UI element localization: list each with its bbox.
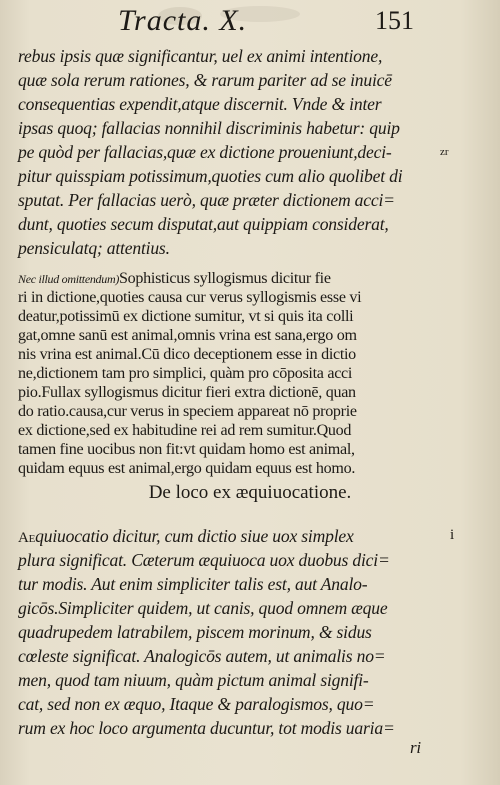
text-line: pitur quisspiam potissimum,quoties cum alio quolibet di [18,166,403,186]
text-line-first [18,526,354,547]
lead-in: Nec illud omittendum) [18,272,120,286]
text-line: gat,omne sanū est animal,omnis vrina est sana,ergo om [18,327,357,344]
text-line: quidam equus est animal,ergo quidam equus est homo. [18,460,356,477]
text-line: dunt, quoties secum disputat,aut quippiam considerat, [18,214,389,234]
text-line: gicōs.Simpliciter quidem, ut canis, quod omnem æque [18,598,388,618]
text-line: pe quòd per fallacias,quæ ex dictione proueniunt,deci- [18,142,392,162]
text-line: tamen fine uocibus non fit:vt quidam homo est animal, [18,441,355,458]
text-line: ex dictione,sed ex habitudine rei ad rem sumitur.Quod [18,422,352,439]
text-line: men, quod tam niuum, quàm pictum animal signifi- [18,670,369,690]
text-line: cœleste significat. Analogicōs autem, ut animalis no= [18,646,386,666]
text-line: cat, sed non ex æquo, Itaque & paralogismos, quo= [18,694,375,714]
text-line: tur modis. Aut enim simpliciter talis est, aut Analo- [18,574,368,594]
section-heading: De loco ex æquiuocatione. [148,482,352,503]
page-number: 151 [375,6,414,35]
text-line: pio.Fullax syllogismus dicitur fieri extra dictionē, quan [18,384,356,401]
section-aequivocatio [18,526,428,756]
text-line: nis vrina est animal.Cū dico deceptionem esse in dictio [18,346,356,363]
text-line: rebus ipsis quæ significantur, uel ex animi intentione, [18,46,383,66]
section-commentary [18,270,428,477]
text-fragment: quiuocatio dicitur, cum dictio siue uox simplex [35,526,354,546]
text-line: rum ex hoc loco argumenta ducuntur, tot modis uaria= [18,718,395,738]
text-line: plura significat. Cæterum æquiuoca uox duobus dici= [18,550,390,570]
drop-initial: Ae [18,530,36,546]
section-italic-paragraph [18,46,428,266]
text-line: do ratio.causa,cur verus in speciem appareat nō proprie [18,403,357,420]
catchword: ri [410,738,421,757]
text-line: quæ sola rerum rationes, & rarum pariter ad se inuicē [18,70,392,90]
text-line: ipsas quoq; fallacias nonnihil discriminis habetur: quip [18,118,400,138]
margin-mark: zr [440,146,449,158]
text-line: ri in dictione,quoties causa cur verus syllogismis esse vi [18,289,362,306]
text-line: quadrupedem latrabilem, piscem morinum, & sidus [18,622,372,642]
text-line: ne,dictionem tam pro simplici, quàm pro cōposita acci [18,365,353,382]
text-fragment: Sophisticus syllogismus dicitur fie [119,270,331,287]
running-head: Tracta. X. [118,4,248,37]
text-line: sputat. Per fallacias uerò, quæ præter dictionem acci= [18,190,395,210]
margin-mark: i [450,527,455,543]
text-line: deatur,potissimū ex dictione sumitur, vt si quis ita colli [18,308,354,325]
text-line-first [18,270,331,288]
text-line: consequentias expendit,atque discernit. Vnde & inter [18,94,382,114]
text-line: pensiculatq; attentius. [18,238,170,258]
